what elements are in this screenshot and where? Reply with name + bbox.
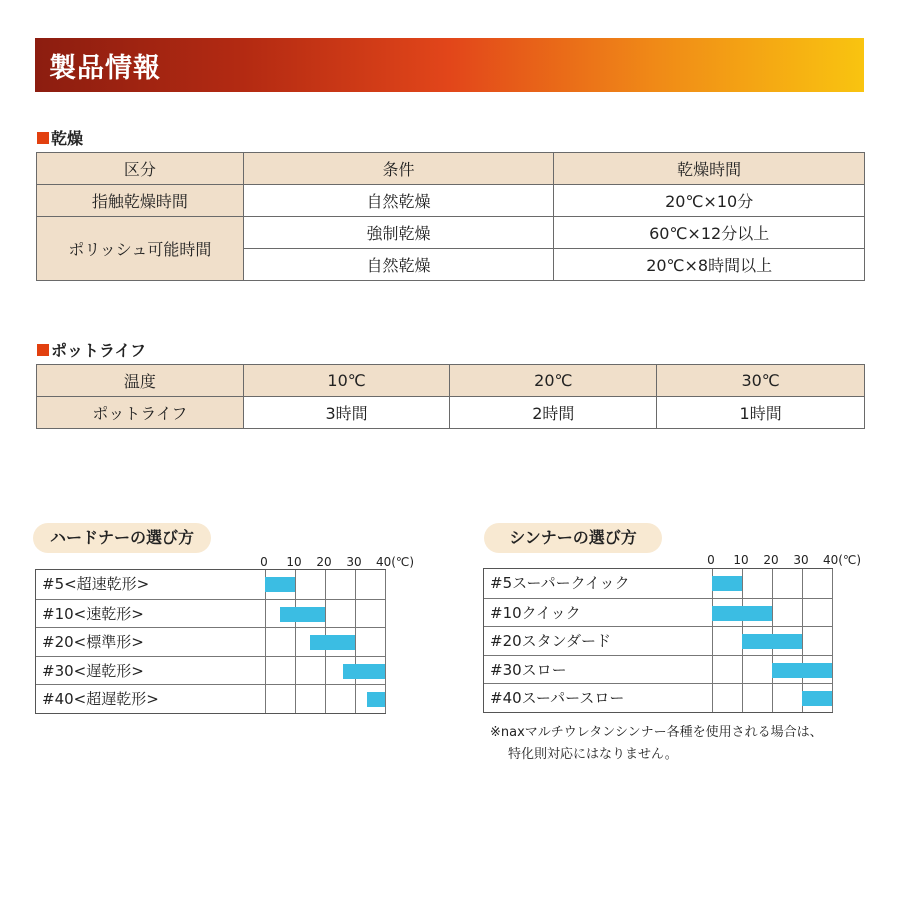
square-bullet-icon — [37, 344, 49, 356]
drying-header-condition: 条件 — [243, 153, 554, 185]
drying-table — [36, 152, 865, 281]
chart-row-label: #20スタンダード — [490, 632, 612, 651]
square-bullet-icon — [37, 132, 49, 144]
axis-tick-label: 0 — [260, 555, 268, 569]
temperature-range-bar — [742, 634, 802, 649]
chart-row-label: #5<超速乾形> — [42, 575, 150, 593]
temperature-range-bar — [265, 577, 295, 592]
drying-category-cell: ポリッシュ可能時間 — [37, 217, 244, 281]
pot-life-value-cell: 1時間 — [657, 397, 865, 429]
axis-tick-label: 10 — [733, 553, 749, 567]
axis-tick-label: 40(℃) — [822, 553, 862, 567]
pot-life-table — [36, 364, 865, 429]
temperature-range-bar — [772, 663, 832, 678]
chart-row-label: #30スロー — [490, 660, 567, 679]
thinner-note-line2: 特化則対応にはなりません。 — [508, 747, 678, 762]
drying-time-cell: 20℃×8時間以上 — [554, 249, 865, 281]
chart-row-label: #10<速乾形> — [42, 604, 144, 623]
thinner-chart — [483, 568, 833, 713]
temperature-cell: 10℃ — [243, 365, 450, 397]
temperature-range-bar — [343, 664, 385, 679]
drying-time-cell: 60℃×12分以上 — [554, 217, 865, 249]
chart-row — [484, 569, 832, 598]
drying-section-title: 乾燥 — [37, 126, 83, 149]
drying-condition-cell: 自然乾燥 — [243, 249, 554, 281]
pot-life-row-label: ポットライフ — [37, 397, 244, 429]
grid-line — [832, 569, 833, 712]
drying-header-time: 乾燥時間 — [554, 153, 865, 185]
chart-row — [36, 599, 385, 629]
temperature-range-bar — [712, 576, 742, 591]
chart-row-label: #20<標準形> — [42, 633, 144, 652]
chart-row-label: #10クイック — [490, 603, 581, 622]
temperature-cell: 30℃ — [657, 365, 865, 397]
thinner-title: シンナーの選び方 — [484, 523, 662, 553]
hardener-chart — [35, 569, 386, 714]
temperature-range-bar — [367, 692, 385, 707]
chart-row-label: #30<遅乾形> — [42, 661, 144, 680]
chart-row — [36, 684, 385, 714]
chart-row — [484, 598, 832, 628]
chart-row-label: #40<超遅乾形> — [42, 690, 159, 709]
page-title: 製品情報 — [49, 53, 161, 84]
pot-life-row-label: 温度 — [37, 365, 244, 397]
chart-row — [36, 656, 385, 686]
axis-tick-label: 40(℃) — [375, 555, 415, 569]
thinner-note — [490, 722, 823, 766]
drying-header-category: 区分 — [37, 153, 244, 185]
chart-row — [484, 655, 832, 685]
grid-line — [385, 570, 386, 713]
chart-row — [484, 683, 832, 713]
chart-row-label: #40スーパースロー — [490, 689, 625, 708]
temperature-cell: 20℃ — [450, 365, 657, 397]
chart-row-label: #5スーパークイック — [490, 574, 630, 592]
drying-condition-cell: 自然乾燥 — [243, 185, 554, 217]
chart-row — [36, 627, 385, 657]
header-banner — [35, 38, 864, 92]
axis-tick-label: 10 — [286, 555, 302, 569]
axis-tick-label: 0 — [707, 553, 715, 567]
pot-life-section-title: ポットライフ — [37, 338, 146, 361]
axis-tick-label: 20 — [316, 555, 332, 569]
thinner-note-line1: ※naxマルチウレタンシンナー各種を使用される場合は、 — [490, 725, 823, 740]
hardener-title: ハードナーの選び方 — [33, 523, 211, 553]
drying-category-cell: 指触乾燥時間 — [37, 185, 244, 217]
pot-life-value-cell: 3時間 — [243, 397, 450, 429]
pot-life-value-cell: 2時間 — [450, 397, 657, 429]
axis-tick-label: 30 — [346, 555, 362, 569]
chart-row — [36, 570, 385, 599]
temperature-range-bar — [280, 607, 325, 622]
chart-row — [484, 626, 832, 656]
temperature-range-bar — [310, 635, 355, 650]
axis-tick-label: 20 — [763, 553, 779, 567]
temperature-range-bar — [802, 691, 832, 706]
drying-condition-cell: 強制乾燥 — [243, 217, 554, 249]
temperature-range-bar — [712, 606, 772, 621]
drying-time-cell: 20℃×10分 — [554, 185, 865, 217]
axis-tick-label: 30 — [793, 553, 809, 567]
